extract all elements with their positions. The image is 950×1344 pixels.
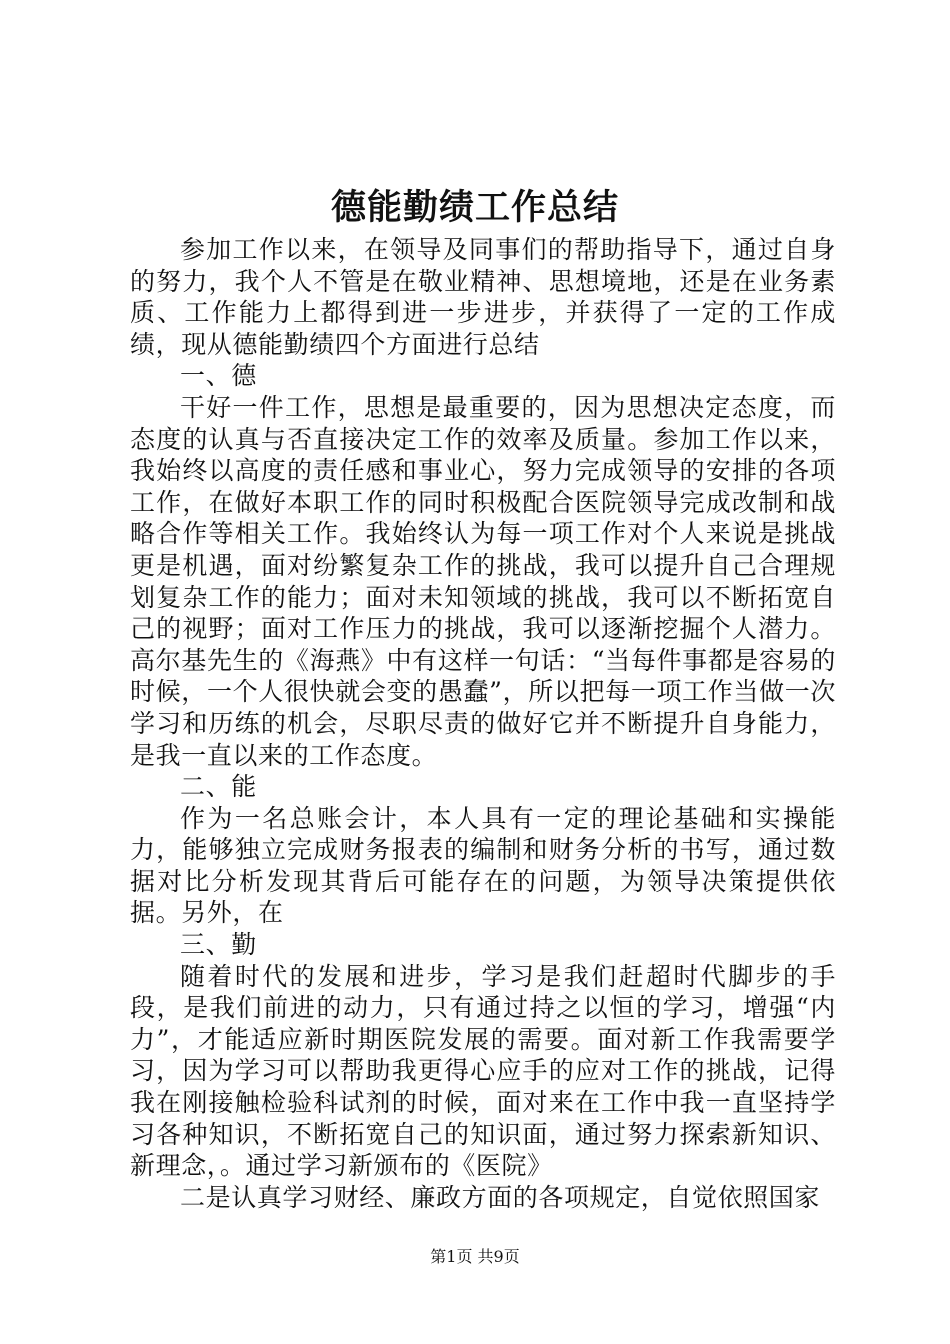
section-heading-de: 一、德 xyxy=(180,361,257,391)
document-body xyxy=(130,234,836,1213)
section-heading-qin: 三、勤 xyxy=(180,930,257,960)
document-title: 德能勤绩工作总结 xyxy=(330,187,619,228)
section-heading-neng: 二、能 xyxy=(180,772,257,802)
intro-paragraph: 参加工作以来，在领导及同事们的帮助指导下，通过自身的努力，我个人不管是在敬业精神、思想境地，还是在业务素质、工作能力上都得到进一步进步，并获得了一定的工作成绩，现从德能勤绩四个方面进行总结 xyxy=(130,235,836,359)
page-number-footer: 第1页 共9页 xyxy=(430,1247,520,1266)
section-qin-paragraph: 随着时代的发展和进步，学习是我们赶超时代脚步的手段，是我们前进的动力，只有通过持之以恒的学习，增强“内力”，才能适应新时期医院发展的需要。面对新工作我需要学习，因为学习可以帮助我更得心应手的应对工作的挑战，记得我在刚接触检验科试剂的时候，面对来在工作中我一直坚持学习各种知识，不断拓宽自己的知识面，通过努力探索新知识、新理念，。通过学习新颁布的《医院》 xyxy=(130,961,836,1181)
section-neng-paragraph: 作为一名总账会计，本人具有一定的理论基础和实操能力，能够独立完成财务报表的编制和财务分析的书写，通过数据对比分析发现其背后可能存在的问题，为领导决策提供依据。另外，在 xyxy=(130,803,836,928)
section-de-paragraph: 干好一件工作，思想是最重要的，因为思想决定态度，而态度的认真与否直接决定工作的效率及质量。参加工作以来，我始终以高度的责任感和事业心，努力完成领导的安排的各项工作，在做好本职工作的同时积极配合医院领导完成改制和战略合作等相关工作。我始终认为每一项工作对个人来说是挑战更是机遇，面对纷繁复杂工作的挑战，我可以提升自己合理规划复杂工作的能力；面对未知领域的挑战，我可以不断拓宽自己的视野；面对工作压力的挑战，我可以逐渐挖掘个人潜力。高尔基先生的《海燕》中有这样一句话：“当每件事都是容易的时候，一个人很快就会变的愚蠢”，所以把每一项工作当做一次学习和历练的机会，尽职尽责的做好它并不断提升自身能力，是我一直以来的工作态度。 xyxy=(130,392,836,770)
section-qin-paragraph-2: 二是认真学习财经、廉政方面的各项规定，自觉依照国家 xyxy=(180,1182,821,1212)
